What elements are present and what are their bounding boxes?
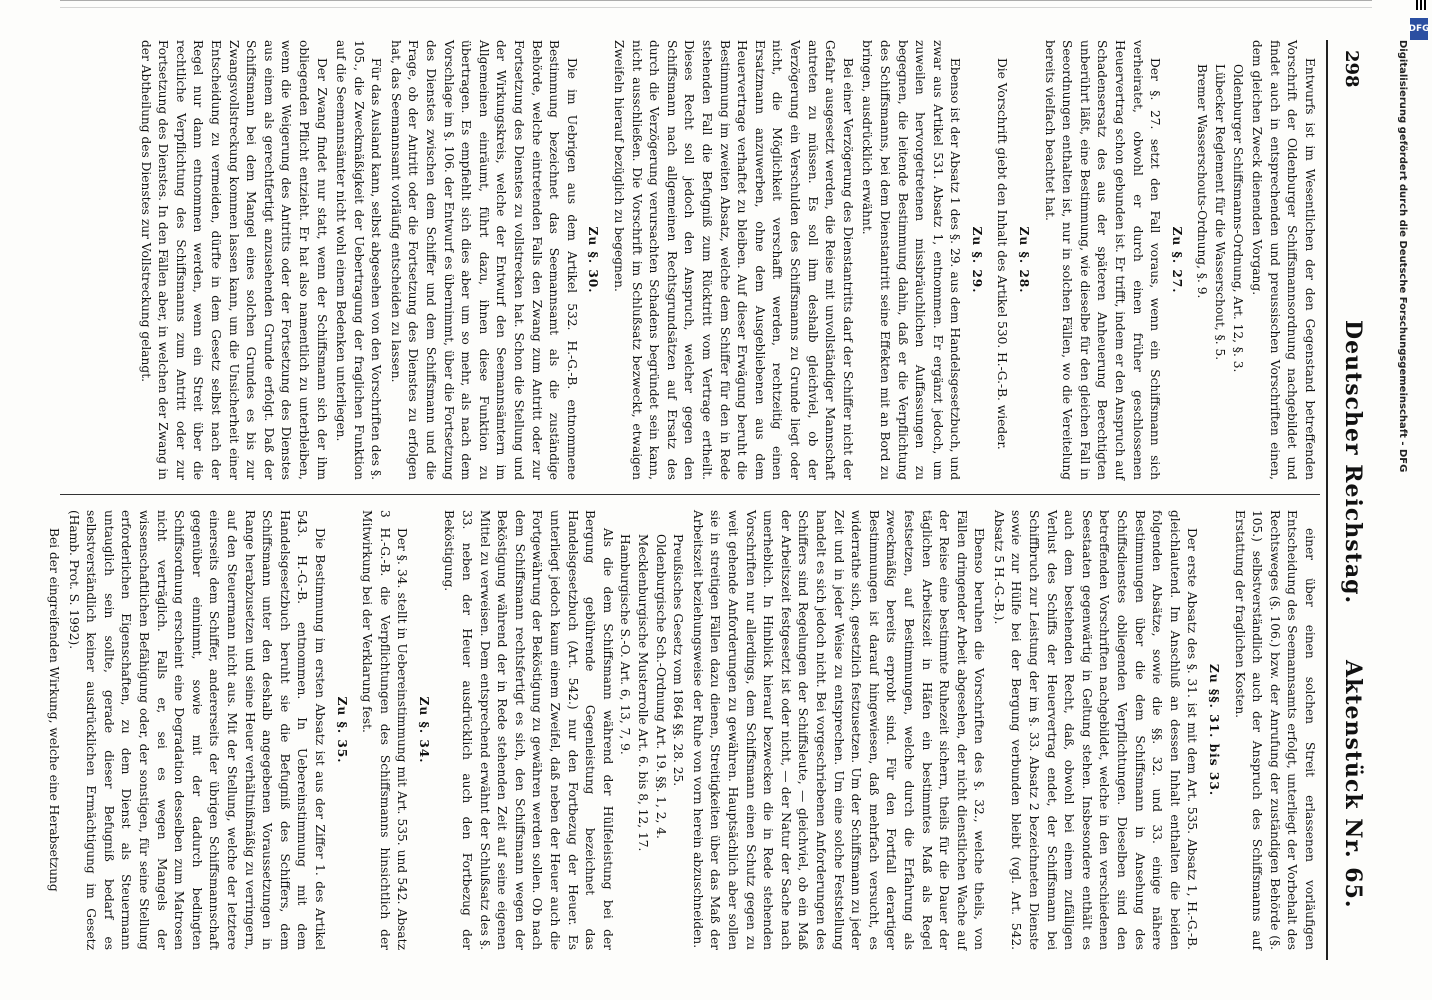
reference-item: Hamburgische S.-O. Art. 6, 13, 7, 9.	[618, 534, 633, 755]
header-title-left: Deutscher Reichstag.	[1340, 320, 1366, 605]
paragraph: Bei der eingreifenden Wirkung, welche eine Herabsetzung	[47, 528, 62, 892]
paragraph: Für das Ausland kann, selbst abgesehen von den Vorschriften des §. 105., die Zweckmäßigkeit der Uebertragung der fraglichen Funktion auf die Seemannsämter nicht wohl einem Bedenken unterliegen.	[334, 40, 384, 480]
scan-edge-marks	[1416, 0, 1426, 10]
paragraph: Der erste Absatz des §. 31. ist mit dem Art. 535. Absatz 1, H.-G.-B. gleichlautend. Im Anschluß an dessen Inhalt enthalten die beiden folgenden Absätze, sowie die §§. 32. und 33. einige nähere Bestimmungen über die dem Schiffsmann in Ansehung des Schiffsdienstes obliegenden Verpflichtungen. Dieselben sind den betreffenden Vorschriften nachgebildet, welche in den verschiedenen Seestaaten gegenwärtig in Geltung stehen. Insbesondere enthält es auch dem bestehenden Recht, daß, obwohl bei einem zufälligen Verlust des Schiffs der Heuervertrag endet, der Schiffsmann bei Schiffbruch zur Leistung der im §. 33. Absatz 2 bezeichneten Dienste sowie zur Hülfe bei der Bergung verbunden bleibt (vgl. Art. 542. Absatz 5 H.-G.-B.).	[991, 510, 1200, 950]
left-column	[58, 40, 1318, 480]
paragraph: Die im Uebrigen aus dem Artikel 532. H.-G.-B. entnommene Bestimmung bezeichnet das Seemannsamt als die zuständige Behörde, welche eintretenden Falls den Zwang zum Antritt oder zur Fortsetzung des Dienstes zu vollstrecken hat. Schon die Stellung und der Wirkungskreis, welche der Entwurf den Seemannsämtern im Allgemeinen einräumt, führt dazu, ihnen diese Funktion zu übertragen. Es empfiehlt sich dies aber um so mehr, als nach dem Vorschlage im §. 106. der Entwurf es übernimmt, über die Fortsetzung des Dienstes zwischen dem Schiffer und dem Schiffsmann und die Frage, ob der Antritt oder die Fortsetzung des Dienstes zu erfolgen hat, das Seemannsamt vorläufig entscheiden zu lassen.	[388, 40, 579, 480]
page-number: 298	[1341, 50, 1362, 88]
reference-list	[1193, 40, 1246, 480]
top-rule	[60, 0, 1372, 8]
reference-item: Lübecker Reglement für die Wasserschout, §. 5.	[1213, 64, 1228, 361]
digitization-credit: Digitalisierung gefördert durch die Deutsche Forschungsgemeinschaft - DFG	[1397, 40, 1408, 473]
section-heading: Zu §§. 31. bis 33.	[1207, 663, 1222, 797]
paragraph: Die Vorschrift giebt den Inhalt des Artikel 530. H.-G.-B. wieder.	[995, 58, 1010, 450]
paragraph: Entwurfs ist im Wesentlichen der den Gegenstand betreffenden Vorschrift der Oldenburger Schiffsmannsordnung nachgebildet und findet auch in entsprechenden und preussischen Vorschriften einen, dem gleichen Zweck dienenden Vorgang.	[1250, 40, 1317, 480]
section-heading: Zu §. 30.	[586, 226, 601, 294]
paragraph: Ebenso beruhen die Vorschriften des §. 32., welche theils, von Fällen dringender Arbeit abgesehen, der nicht dienstlichen Wache auf der Reise eine bestimmte Ruhezeit sichern, theils für die Dauer der täglichen Arbeitszeit in Häfen ein bestimmtes Maß als Regel festsetzen, auf Bestimmungen, welche durch die Erfahrung als zweckmäßig bereits erprobt sind. Für den Fortfall derartiger Bestimmungen ist darauf hingewiesen, daß mehrfach versucht, es widerrathe sich, gesetzlich festzusetzen. Um der Schiffsmann zu jeder Zeit und in jeder Weise zu entsprechen. Um eine solche Feststellung handelt es sich jedoch nicht. Bei vorgeschriebenen Anforderungen des Schiffers sind Regelungen der Schiffsleute, — gleichviel, ob ein Maß der Arbeitszeit festgesetzt ist oder nicht, — der Natur der Sache nach unerheblich. In Hinblick hierauf bezwecken die in Rede stehenden Vorschriften nur allerdings, dem Schiffsmann einen Schutz gegen zu weit gehende Anforderungen zu gewähren. Hauptsächlich aber sollen sie in streitigen Fällen dazu dienen, Streitigkeiten über das Maß der Arbeitszeit beziehungsweise der Ruhe von vorn herein abzuschneiden.	[690, 510, 987, 950]
section-heading: Zu §. 27.	[1169, 226, 1184, 294]
paragraph: Als die dem Schiffsmann während der Hülfeleistung bei der Bergung gebührende Gegenleistung bezeichnet das Handelsgesetzbuch (Art. 542.) nur den Fortbezug der Heuer. Es unterliegt jedoch kaum einem Zweifel, daß neben der Heuer auch die Fortgewährung der Beköstigung zu gewähren werden sollen. Ob nach dem Schiffsmann rechtsfertigt es sich, den Schiffsmann wegen der Beköstigung während der in Rede stehenden Zeit auf seine eigenen Mittel zu verweisen. Dem entsprechend erwähnt der Schlußsatz des §. 33. neben der Heuer ausdrücklich auch den Fortbezug der Beköstigung.	[442, 510, 615, 950]
paragraph: Ebenso ist der Absatz 1 des §. 29. aus dem Handelsgesetzbuch, und zwar aus Artikel 531. Absatz 1, entnommen. Er ergänzt jedoch, um zuweilen hervorgetretenen missbräuchlichen Auffassungen zu begegnen, die leitende Bestimmung dahin, daß er die Verpflichtung des Schiffsmanns, bei dem Dienstantritt seine Effekten mit an Bord zu bringen, ausdrücklich erwähnt.	[860, 40, 963, 480]
reference-item: Bremer Wasserschouts-Ordnung, §. 9.	[1195, 64, 1210, 299]
page-header	[1326, 40, 1372, 960]
paragraph: Der §. 27. setzt den Fall voraus, wenn ein Schiffsmann sich verheiratet, obwohl er durch einen früher geschlossenen Heuervertrag schon gebunden ist. Er trifft, indem er den Anspruch auf Schadensersatz des aus der späteren Anheuerung Berechtigten unberührt läßt, eine Bestimmung, wie dieselbe für den gleichen Fall in Seeordnungen enthalten ist, nur in solchen Fällen, wo die Vereitelung bereits vielfach beachtet hat.	[1042, 40, 1163, 480]
reference-item: Mecklenburgische Musterrolle Art. 6. bis 8, 12, 17.	[636, 534, 651, 852]
section-heading: Zu §. 29.	[969, 226, 984, 294]
dfg-logo: DFG	[1410, 18, 1428, 40]
column-divider	[60, 494, 1320, 495]
section-heading: Zu §. 28.	[1017, 226, 1032, 294]
section-heading: Zu §. 34.	[416, 696, 431, 764]
reference-item: Oldenburger Schiffsmanns-Ordnung, Art. 12, §. 3.	[1230, 64, 1245, 373]
right-column	[47, 510, 1318, 950]
paragraph: Der Zwang findet nur statt, wenn der Schiffsmann sich der ihm obliegenden Pflicht entzieht. Er hat also namentlich zu unterbleiben, wenn die Weigerung des Antritts oder der Fortsetzung des Dienstes aus einem als gerechtfertigt anzusehenden Grunde erfolgt. Daß der Schiffsmann bei dem Mangel eines solchen Grundes es bis zur Zwangsvollstreckung kommen lassen kann, um die Unsicherheit einer Entscheidung zu vermeiden, dürfte in dem Gesetz selbst nach der Regel nur dann entnommen werden, wenn ein Streit über die rechtliche Verpflichtung des Schiffsmanns zum Antritt oder zur Fortsetzung des Dienstes. In den Fällen aber, in welchen der Zwang in der Abtheilung des Dienstes zur Vollstreckung gelangt.	[138, 40, 329, 480]
rotated-page-content	[47, 40, 1372, 960]
header-title-right: Aktenstück Nr. 65.	[1340, 660, 1366, 909]
reference-list	[616, 510, 686, 950]
paragraph: Die Bestimmung im ersten Absatz ist aus der Ziffer 1. des Artikel 543. H.-G.-B. entnommen. In Uebereinstimmung mit dem Handelsgesetzbuch beruht sie die Befugniß des Schiffers, dem Schiffsmann unter den deshalb angegebenen Voraussetzungen in Range herabzusetzen und seine Heuer verhältnißmäßig zu verringern, auf den Steuermann nicht aus. Mit der Stellung, welche der letztere einerseits dem Schiffer, andererseits der übrigen Schiffsmannschaft gegenüber einnimmt, sowie mit der dadurch bedingten Schiffsordnung erscheint eine Degradation desselben zum Matrosen nicht verträglich. Falls er, sei es wegen Mangels der wissenschaftlichen Befähigung oder, der sonstigen, für seine Stellung erforderlichen Eigenschaften, zu dem Dienst als Steuermann untauglich sein sollte, gerade dieser Befugniß bedarf es selbstverständlich keiner ausdrücklichen Ermächtigung im Gesetz (Hamb. Prot. S. 1992).	[66, 510, 327, 950]
paragraph: Der §. 34. stellt in Uebereinstimmung mit Art. 535. und 542. Absatz 3 H.-G.-B. die Verpflichtungen des Schiffsmanns hinsichtlich der Mitwirkung bei der Verklarung fest.	[360, 510, 410, 950]
reference-item: Preußisches Gesetz vom 1864 §§. 28. 25.	[671, 534, 686, 787]
section-heading: Zu §. 35.	[334, 696, 349, 764]
paragraph: einer über einen solchen Streit erlassenen vorläufigen Entscheidung des Seemannsamts erfolgt, unterliegt der Vorbehalt des Rechtsweges (§. 106.) bzw. der Anrufung der zuständigen Behörde (§. 105.) selbstverständlich auch der Anspruch des Schiffsmanns auf Erstattung der fraglichen Kosten.	[1232, 510, 1317, 950]
reference-item: Oldenburgische Sch.-Ordnung Art. 19. §§. 1, 2, 4.	[653, 534, 668, 839]
paragraph: Bei einer Verzögerung des Dienstantritts darf der Schiffer nicht der Gefahr ausgesetzt werden, die Reise mit unvollständiger Mannschaft antreten zu müssen. Es soll ihm deshalb gleichviel, ob der Verzögerung ein Verschulden des Schiffsmanns zu Grunde liegt oder nicht, die Möglichkeit verschafft werden, rechtzeitig einen Ersatzmann anzuwerben, ohne dem Ausgebliebenen aus dem Heuervertrage verhaftet zu bleiben. Auf dieser Erwägung beruht die Bestimmung im zweiten Absatz, welche dem Schiffer für den in Rede stehenden Fall die Befugniß zum Rücktritt vom Vertrage ertheilt. Dieses Recht soll jedoch den Anspruch, welcher gegen den Schiffsmann nach allgemeinen Rechtsgrundsätzen auf Ersatz des durch die Verzögerung verursachten Schadens begründet sein kann, nicht ausschließen. Die Vorschrift im Schlußsatz bezweckt, etwaigen Zweifeln hierauf bezüglich zu begegnen.	[612, 40, 855, 480]
